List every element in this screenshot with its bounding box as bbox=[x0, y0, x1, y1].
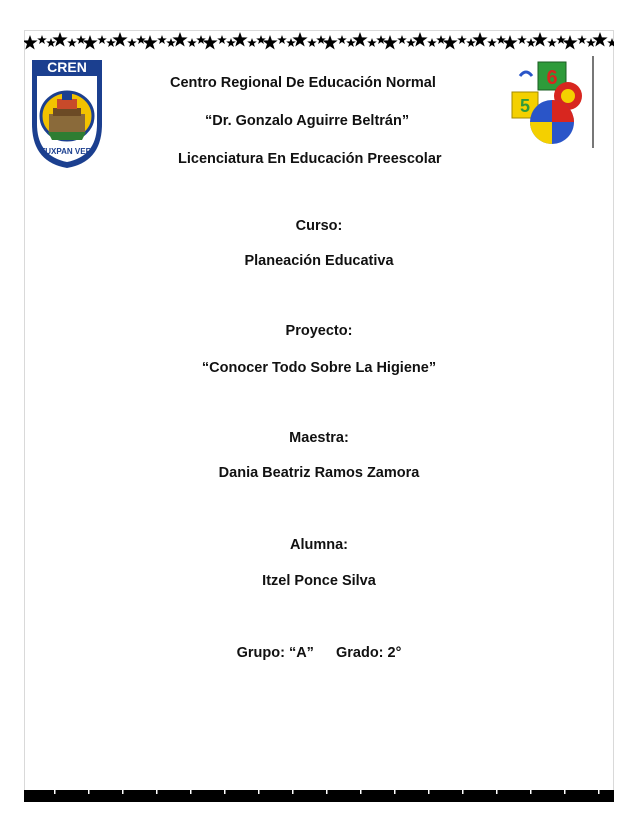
bottom-bar-notch bbox=[292, 790, 294, 794]
maestra-value: Dania Beatriz Ramos Zamora bbox=[218, 465, 420, 481]
maestra-label: Maestra: bbox=[289, 430, 349, 446]
border-star-icon bbox=[136, 35, 146, 44]
border-star-icon bbox=[112, 32, 127, 47]
border-star-icon bbox=[226, 38, 236, 47]
proyecto-label: Proyecto: bbox=[285, 323, 353, 339]
border-star-icon bbox=[376, 35, 386, 44]
border-star-icon bbox=[346, 38, 356, 47]
svg-text:5: 5 bbox=[519, 96, 531, 116]
border-star-icon bbox=[487, 38, 497, 47]
border-star-icon bbox=[526, 38, 536, 47]
border-star-icon bbox=[286, 38, 296, 47]
border-star-icon bbox=[502, 35, 517, 50]
border-star-icon bbox=[532, 32, 547, 47]
border-star-icon bbox=[547, 38, 557, 47]
border-star-icon bbox=[577, 35, 587, 44]
border-star-icon bbox=[262, 35, 277, 50]
bottom-bar-notch bbox=[224, 790, 226, 794]
border-star-icon bbox=[256, 35, 266, 44]
alumna-value: Itzel Ponce Silva bbox=[262, 573, 376, 589]
border-star-icon bbox=[556, 35, 566, 44]
border-star-icon bbox=[292, 32, 307, 47]
bottom-bar-notch bbox=[598, 790, 600, 794]
border-star-icon bbox=[436, 35, 446, 44]
border-star-icon bbox=[196, 35, 206, 44]
bottom-border bbox=[24, 790, 614, 802]
border-star-icon bbox=[142, 35, 157, 50]
institution-title: Centro Regional De Educación Normal bbox=[170, 75, 436, 91]
border-star-icon bbox=[277, 35, 287, 44]
border-star-icon bbox=[172, 32, 187, 47]
border-star-icon bbox=[202, 35, 217, 50]
grado-text: Grado: 2° bbox=[335, 645, 402, 661]
cren-logo bbox=[24, 54, 110, 172]
border-star-icon bbox=[157, 35, 167, 44]
star-border-top bbox=[24, 30, 614, 56]
border-star-icon bbox=[397, 35, 407, 44]
border-star-icon bbox=[247, 38, 257, 47]
border-star-icon bbox=[472, 32, 487, 47]
border-star-icon bbox=[316, 35, 326, 44]
svg-text:6: 6 bbox=[546, 67, 558, 89]
bottom-bar-notch bbox=[360, 790, 362, 794]
border-star-icon bbox=[166, 38, 176, 47]
border-star-icon bbox=[46, 38, 56, 47]
border-star-icon bbox=[106, 38, 116, 47]
degree-title: Licenciatura En Educación Preescolar bbox=[178, 151, 442, 167]
border-star-icon bbox=[442, 35, 457, 50]
border-star-icon bbox=[457, 35, 467, 44]
bottom-bar-notch bbox=[394, 790, 396, 794]
institution-name: “Dr. Gonzalo Aguirre Beltrán” bbox=[205, 113, 410, 129]
curso-value: Planeación Educativa bbox=[244, 253, 394, 269]
border-star-icon bbox=[217, 35, 227, 44]
border-star-icon bbox=[562, 35, 577, 50]
border-star-icon bbox=[412, 32, 427, 47]
toy-blocks-logo bbox=[508, 56, 594, 148]
border-star-icon bbox=[52, 32, 67, 47]
border-star-icon bbox=[592, 32, 607, 47]
border-star-icon bbox=[322, 35, 337, 50]
border-star-icon bbox=[337, 35, 347, 44]
border-star-icon bbox=[496, 35, 506, 44]
border-star-icon bbox=[127, 38, 137, 47]
bottom-bar-notch bbox=[428, 790, 430, 794]
grupo-text: Grupo: “A” bbox=[236, 645, 314, 661]
bottom-bar bbox=[24, 790, 614, 802]
border-star-icon bbox=[352, 32, 367, 47]
border-star-icon bbox=[427, 38, 437, 47]
border-star-icon bbox=[607, 38, 614, 47]
border-star-icon bbox=[382, 35, 397, 50]
logo-text-bottom: TUXPAN VER. bbox=[40, 147, 94, 156]
border-star-icon bbox=[187, 38, 197, 47]
bottom-bar-notch bbox=[88, 790, 90, 794]
bottom-bar-notch bbox=[530, 790, 532, 794]
bottom-bar-notch bbox=[564, 790, 566, 794]
border-star-icon bbox=[37, 35, 47, 44]
border-star-icon bbox=[517, 35, 527, 44]
border-star-icon bbox=[76, 35, 86, 44]
border-star-icon bbox=[232, 32, 247, 47]
bottom-bar-notch bbox=[462, 790, 464, 794]
bottom-bar-notch bbox=[496, 790, 498, 794]
border-star-icon bbox=[67, 38, 77, 47]
curso-label: Curso: bbox=[295, 218, 343, 234]
border-star-icon bbox=[367, 38, 377, 47]
border-star-icon bbox=[97, 35, 107, 44]
grupo-grado-line bbox=[0, 645, 638, 661]
bottom-bar-notch bbox=[326, 790, 328, 794]
bottom-bar-notch bbox=[54, 790, 56, 794]
logo-text-top: CREN bbox=[47, 59, 87, 75]
bottom-bar-notch bbox=[258, 790, 260, 794]
bottom-bar-notch bbox=[190, 790, 192, 794]
border-star-icon bbox=[82, 35, 97, 50]
bottom-bar-notch bbox=[156, 790, 158, 794]
alumna-label: Alumna: bbox=[290, 537, 348, 553]
border-star-icon bbox=[307, 38, 317, 47]
border-star-icon bbox=[586, 38, 596, 47]
proyecto-value: “Conocer Todo Sobre La Higiene” bbox=[201, 360, 437, 376]
border-star-icon bbox=[466, 38, 476, 47]
bottom-bar-notch bbox=[122, 790, 124, 794]
border-star-icon bbox=[406, 38, 416, 47]
border-star-icon bbox=[24, 35, 38, 50]
